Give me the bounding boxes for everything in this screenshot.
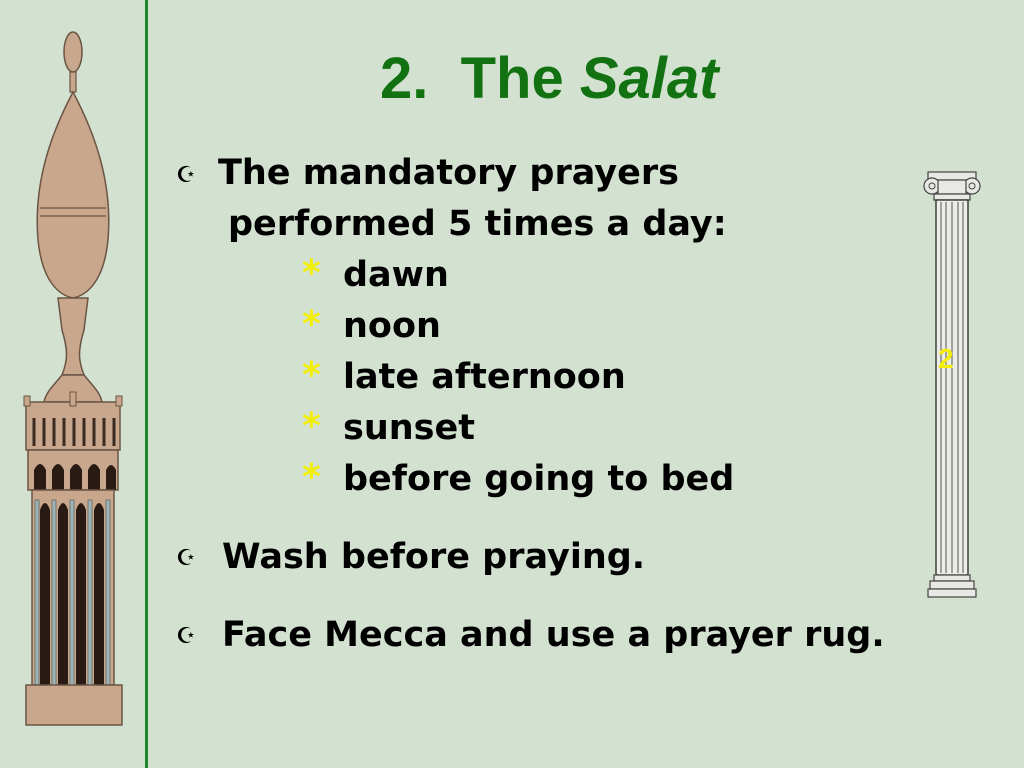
- bullet-2-text: Wash before praying.: [222, 537, 646, 577]
- star-crescent-icon: ☪: [176, 546, 196, 571]
- sub-item-dawn: dawn: [343, 255, 449, 295]
- bullet-3-text: Face Mecca and use a prayer rug.: [222, 615, 885, 655]
- sub-item-late-afternoon: late afternoon: [343, 357, 626, 397]
- sub-item-before-bed: before going to bed: [343, 459, 735, 499]
- sub-item-noon: noon: [343, 306, 441, 346]
- sub-marker-1: *: [302, 253, 321, 294]
- star-crescent-icon: ☪: [176, 163, 196, 188]
- bullet-1-line-2: performed 5 times a day:: [228, 204, 727, 244]
- sub-marker-3: *: [302, 355, 321, 396]
- ionic-column-illustration: [922, 162, 982, 612]
- slide-title: [380, 46, 719, 111]
- title-word: The: [460, 46, 564, 111]
- minaret-illustration: [18, 30, 128, 730]
- title-italic-word: Salat: [579, 46, 719, 111]
- sub-marker-5: *: [302, 457, 321, 498]
- bullet-1-line-1: The mandatory prayers: [218, 153, 679, 193]
- column-number-label: 2: [938, 343, 954, 374]
- sub-marker-2: *: [302, 304, 321, 345]
- star-crescent-icon: ☪: [176, 624, 196, 649]
- vertical-divider: [145, 0, 148, 768]
- title-number: 2.: [380, 46, 429, 111]
- sub-item-sunset: sunset: [343, 408, 475, 448]
- sub-marker-4: *: [302, 406, 321, 447]
